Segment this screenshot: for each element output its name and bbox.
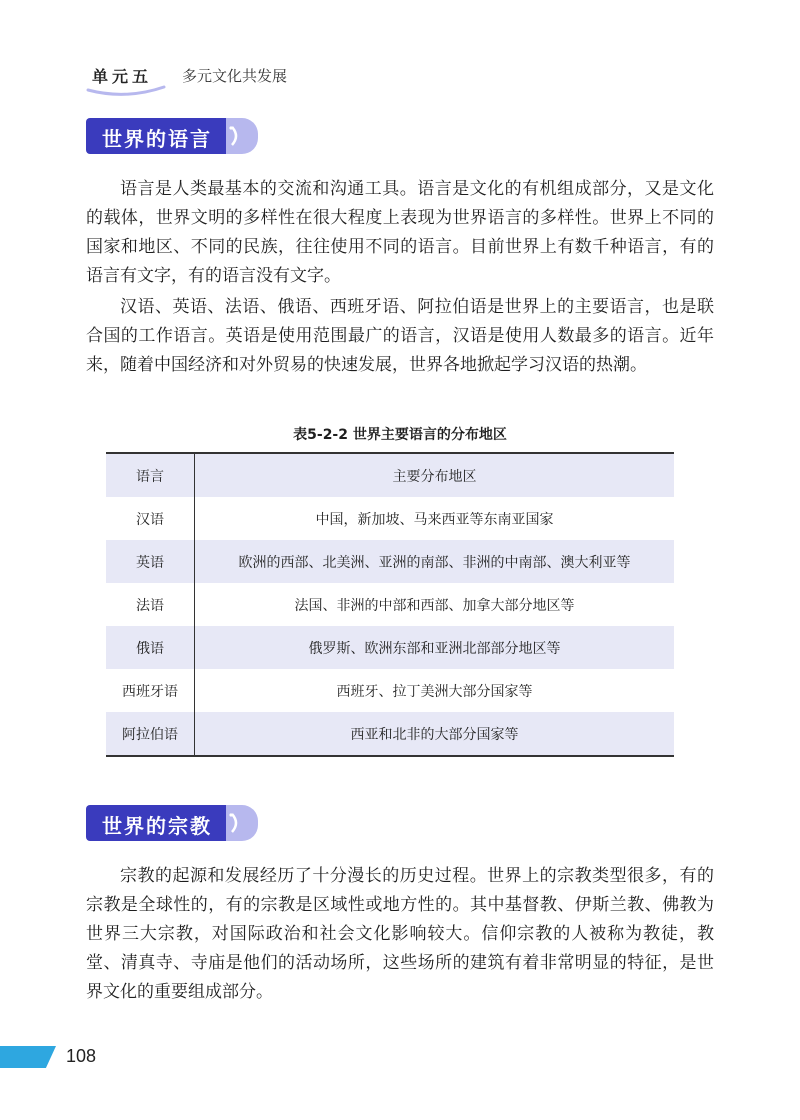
unit-swoosh-decoration [86,84,166,98]
parenthesis-mark-icon [228,811,242,835]
regions-cell: 西班牙、拉丁美洲大部分国家等 [336,683,533,700]
table-row [106,712,674,756]
table-row [106,497,674,540]
section-title: 世界的语言 [102,127,212,151]
regions-cell: 中国，新加坡、马来西亚等东南亚国家 [315,511,554,528]
table-row [106,626,674,669]
language-cell: 英语 [106,540,195,583]
regions-cell: 欧洲的西部、北美洲、亚洲的南部、非洲的中南部、澳大利亚等 [195,540,675,583]
language-cell: 法语 [106,583,195,626]
regions-cell: 俄罗斯、欧洲东部和亚洲北部部分地区等 [195,626,675,669]
language-cell: 西班牙语 [106,669,195,712]
section-heading-languages [86,118,261,154]
table-caption: 表5-2-2 世界主要语言的分布地区 [293,427,507,443]
table-row [106,583,674,626]
column-header-regions: 主要分布地区 [195,453,675,497]
language-cell: 汉语 [106,497,195,540]
paragraph: 语言是人类最基本的交流和沟通工具。语言是文化的有机组成部分，又是文化的载体，世界文明的多样性在很大程度上表现为世界语言的多样性。世界上不同的国家和地区、不同的民族，往往使用不同的语言。目前世界上有数千种语言，有的语言有文字，有的语言没有文字。 [86,179,714,286]
page-tab-decoration [0,1046,56,1068]
unit-label: 单元五 [92,67,153,86]
section-heading-religions [86,805,261,841]
table-row [106,540,674,583]
regions-cell: 法国、非洲的中部和西部、加拿大部分地区等 [294,597,575,614]
paragraph: 汉语、英语、法语、俄语、西班牙语、阿拉伯语是世界上的主要语言，也是联合国的工作语言。英语是使用范围最广的语言，汉语是使用人数最多的语言。近年来，随着中国经济和对外贸易的快速发展，世界各地掀起学习汉语的热潮。 [86,297,714,375]
table-row [106,669,674,712]
section-title: 世界的宗教 [102,814,212,838]
regions-cell: 西亚和北非的大部分国家等 [195,712,675,756]
parenthesis-mark-icon [228,124,242,148]
language-cell: 阿拉伯语 [106,712,195,756]
paragraph: 宗教的起源和发展经历了十分漫长的历史过程。世界上的宗教类型很多，有的宗教是全球性的，有的宗教是区域性或地方性的。其中基督教、伊斯兰教、佛教为世界三大宗教，对国际政治和社会文化影响较大。信仰宗教的人被称为教徒，教堂、清真寺、寺庙是他们的活动场所，这些场所的建筑有着非常明显的特征，是世界文化的重要组成部分。 [86,866,714,1002]
language-distribution-table [106,452,674,757]
language-cell: 俄语 [106,626,195,669]
column-header-language: 语言 [106,453,195,497]
unit-title: 多元文化共发展 [182,67,288,85]
table-header-row [106,453,674,497]
page-number: 108 [66,1046,97,1066]
